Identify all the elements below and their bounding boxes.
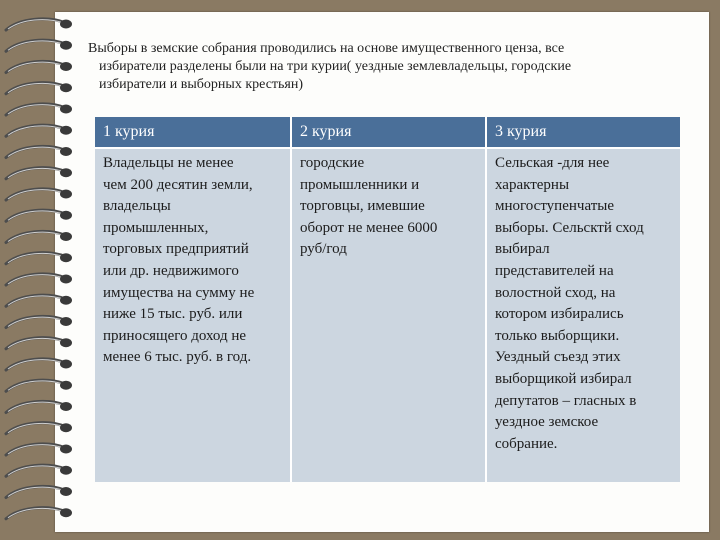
spiral-ring [6,104,72,115]
spiral-ring [6,508,72,519]
cell-line: менее 6 тыс. руб. в год. [103,349,252,366]
spiral-ring [6,19,72,30]
spiral-ring [6,189,72,200]
spiral-ring [6,359,72,370]
spiral-ring [6,125,72,136]
cell-line: чем 200 десятин земли, [103,176,253,193]
cell-line: волостной сход, на [495,284,616,301]
spiral-ring [6,338,72,349]
spiral-ring [6,231,72,242]
cell-line: оборот не менее 6000 [300,219,438,236]
cell-line: только выборщики. [495,327,620,344]
spiral-ring [6,146,72,157]
spiral-ring [6,380,72,391]
spiral-ring [6,465,72,476]
header-curia-3: 3 курия [486,117,680,148]
spiral-ring [6,210,72,221]
spiral-ring [6,444,72,455]
cell-line: выбирал [495,241,550,258]
cell-line: представителей на [495,262,614,279]
spiral-ring [6,423,72,434]
cell-line: собрание. [495,435,558,452]
cell-line: торговцы, имевшие [300,198,425,215]
header-curia-1: 1 курия [95,117,291,148]
spiral-ring [6,486,72,497]
cell-line: многоступенчатые [495,198,615,215]
spiral-ring [6,168,72,179]
cell-curia-3 [486,148,680,482]
spiral-ring [6,316,72,327]
cell-line: или др. недвижимого [103,262,239,279]
header-curia-2: 2 курия [291,117,486,148]
table-header-row [95,117,680,148]
intro-paragraph [88,40,669,94]
spiral-binding-icon [0,14,78,524]
cell-line: выборщикой избирал [495,370,632,387]
cell-line: Владельцы не менее [103,155,234,171]
cell-line: Уездный съезд этих [495,349,621,366]
cell-line: уездное земское [495,414,599,431]
cell-line: котором избирались [495,306,624,323]
cell-line: Сельская -для нее [495,155,610,171]
cell-line: депутатов – гласных в [495,392,637,409]
spiral-ring [6,401,72,412]
intro-line-2: избиратели разделены были на три курии( уездные землевладельцы, городские [99,59,572,74]
cell-line: руб/год [300,241,347,258]
cell-line: характерны [495,176,570,193]
spiral-ring [6,295,72,306]
cell-curia-1 [95,148,291,482]
cell-line: выборы. Сельсктй сход [495,219,644,236]
spiral-ring [6,253,72,264]
cell-curia-2 [291,148,486,482]
cell-line: приносящего доход не [103,327,247,344]
spiral-ring [6,83,72,94]
spiral-ring [6,61,72,72]
intro-line-1: Выборы в земские собрания проводились на основе имущественного ценза, все [88,41,565,56]
cell-line: ниже 15 тыс. руб. или [103,306,243,323]
cell-line: владельцы [103,198,171,215]
intro-line-3: избиратели и выборных крестьян) [99,77,304,92]
spiral-ring [6,40,72,51]
cell-line: торговых предприятий [103,241,249,258]
spiral-ring [6,274,72,285]
cell-line: промышленники и [300,176,420,193]
cell-line: имущества на сумму не [103,284,255,301]
cell-line: городские [300,155,365,171]
table-row [95,148,680,482]
curia-table [95,117,680,482]
cell-line: промышленных, [103,219,209,236]
